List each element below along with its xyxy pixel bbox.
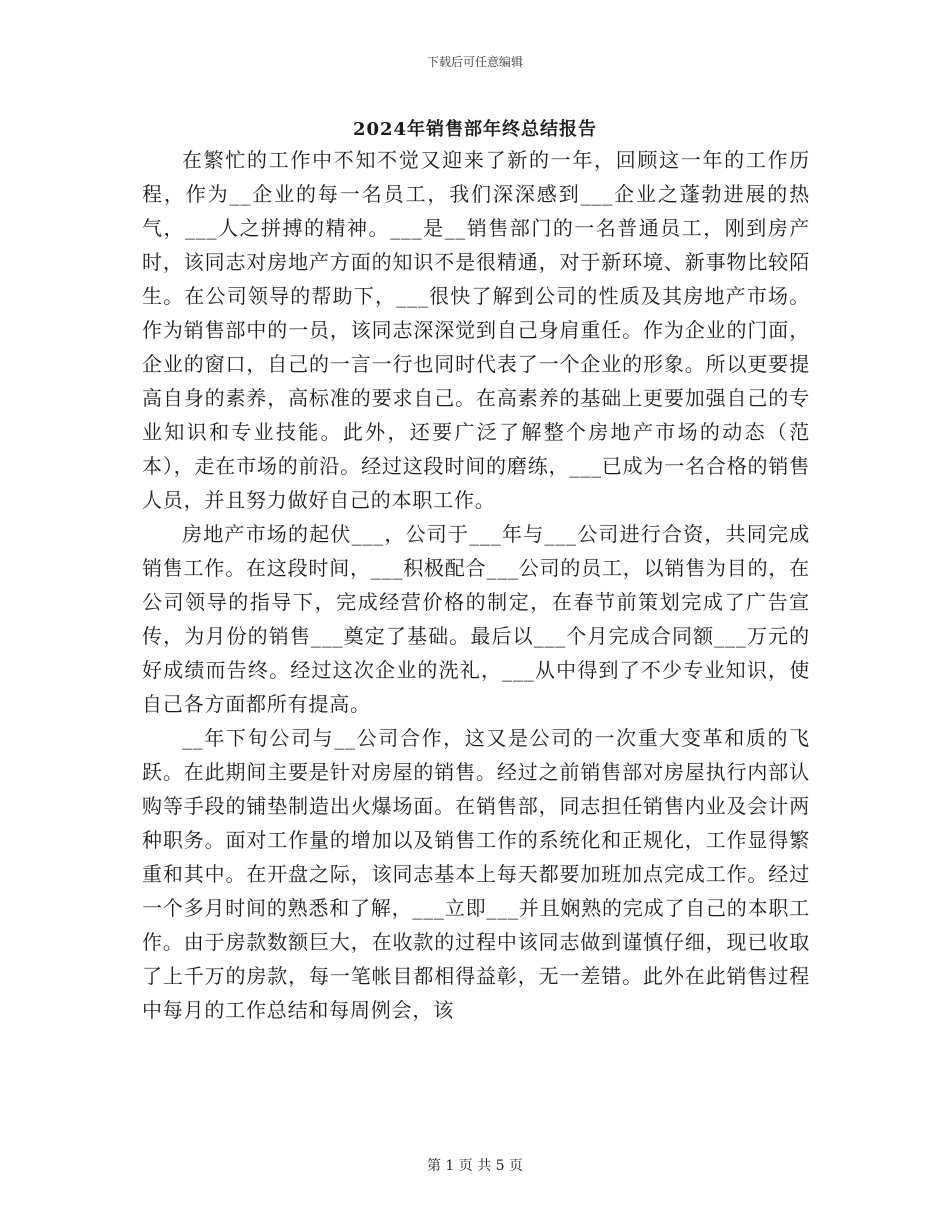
- paragraph: 房地产市场的起伏___，公司于___年与___公司进行合资，共同完成销售工作。在这段时间，___积极配合___公司的员工，以销售为目的，在公司领导的指导下，完成经营价格的制定，在春节前策划完成了广告宣传，为月份的销售___奠定了基础。最后以___个月完成合同额___万元的好成绩而告终。经过这次企业的洗礼，___从中得到了不少专业知识，使自己各方面都所有提高。: [142, 522, 810, 716]
- page-header-note: 下载后可任意编辑: [426, 55, 523, 69]
- paragraph: 在繁忙的工作中不知不觉又迎来了新的一年，回顾这一年的工作历程，作为__企业的每一名员工，我们深深感到___企业之蓬勃进展的热气，___人之拼搏的精神。___是__销售部门的一名普通员工，刚到房产时，该同志对房地产方面的知识不是很精通，对于新环境、新事物比较陌生。在公司领导的帮助下，___很快了解到公司的性质及其房地产市场。作为销售部中的一员，该同志深深觉到自己身肩重任。作为企业的门面，企业的窗口，自己的一言一行也同时代表了一个企业的形象。所以更要提高自身的素养，高标准的要求自己。在高素养的基础上更要加强自己的专业知识和专业技能。此外，还要广泛了解整个房地产市场的动态（范本），走在市场的前沿。经过这段时间的磨练，___已成为一名合格的销售人员，并且努力做好自己的本职工作。: [142, 148, 810, 512]
- page-number: 第 1 页 共 5 页: [426, 1158, 524, 1174]
- paragraph: __年下旬公司与__公司合作，这又是公司的一次重大变革和质的飞跃。在此期间主要是针对房屋的销售。经过之前销售部对房屋执行内部认购等手段的铺垫制造出火爆场面。在销售部，同志担任销售内业及会计两种职务。面对工作量的增加以及销售工作的系统化和正规化，工作显得繁重和其中。在开盘之际，该同志基本上每天都要加班加点完成工作。经过一个多月时间的熟悉和了解，___立即___并且娴熟的完成了自己的本职工作。由于房款数额巨大，在收款的过程中该同志做到谨慎仔细，现已收取了上千万的房款，每一笔帐目都相得益彰，无一差错。此外在此销售过程中每月的工作总结和每周例会，该: [142, 726, 810, 1022]
- document-body: [142, 143, 810, 1027]
- document-title: 2024年销售部年终总结报告: [352, 119, 598, 140]
